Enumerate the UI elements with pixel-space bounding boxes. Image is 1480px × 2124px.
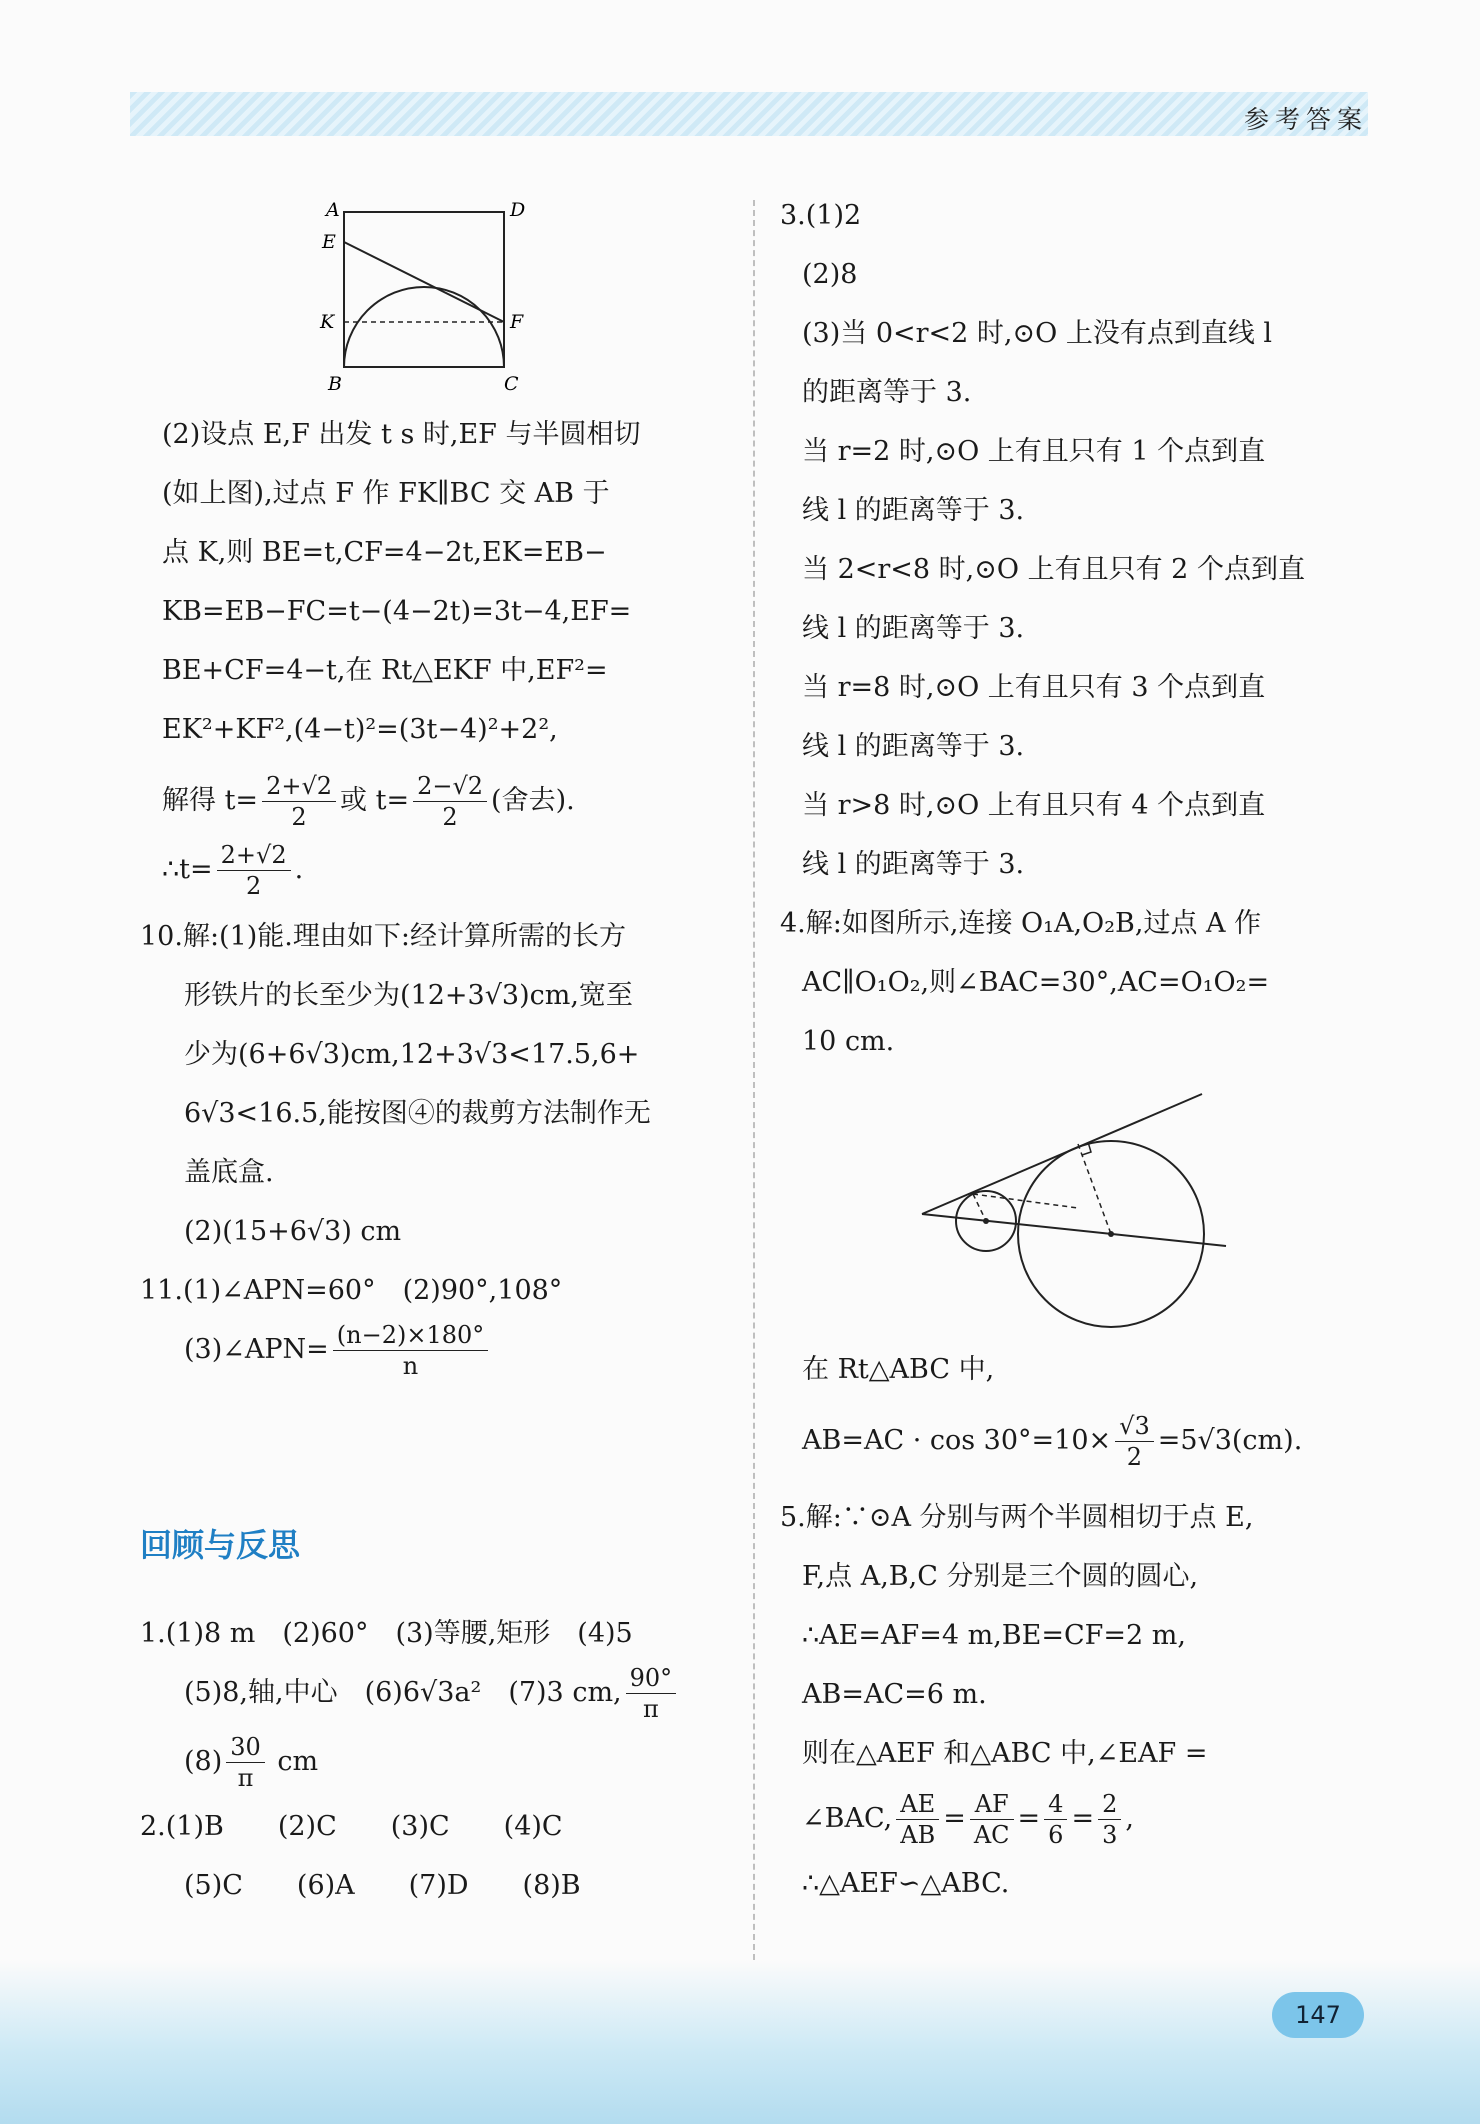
- q9-therefore-line: [140, 840, 730, 901]
- denominator: 2: [1126, 1443, 1143, 1471]
- header-title: 参考答案: [1243, 105, 1368, 134]
- denominator: 2: [291, 803, 307, 831]
- label-B: B: [328, 373, 342, 395]
- q11-line: 11.(1)∠APN=60° (2)90°,108°: [140, 1275, 563, 1306]
- r1-3-suffix: cm: [268, 1746, 319, 1777]
- q3-line: 线 l 的距离等于 3.: [802, 849, 1025, 880]
- numerator: 2+√2: [262, 771, 336, 802]
- q3-line: 线 l 的距离等于 3.: [802, 613, 1025, 644]
- q4-line: 10 cm.: [802, 1026, 895, 1057]
- q9-line: (2)设点 E,F 出发 t s 时,EF 与半圆相切: [162, 419, 641, 450]
- footer-band: [0, 1960, 1480, 2124]
- numerator: 4: [1044, 1789, 1067, 1820]
- r1-prefix: (5)8,轴,中心 (6)6√3a² (7)3 cm,: [184, 1677, 622, 1708]
- therefore-prefix: ∴t=: [162, 854, 213, 885]
- q3-line: 当 2<r<8 时,⊙O 上有且只有 2 个点到直: [802, 554, 1305, 585]
- numerator: 2−√2: [413, 771, 487, 802]
- fraction: [413, 771, 487, 832]
- q4-eq-prefix: AB=AC · cos 30°=10×: [802, 1425, 1112, 1456]
- denominator: n: [402, 1352, 419, 1380]
- left-column: [140, 405, 730, 1381]
- review-q1-line3: [140, 1732, 740, 1793]
- numerator: 2: [1098, 1789, 1121, 1820]
- label-A: A: [326, 199, 340, 221]
- fraction: [896, 1789, 939, 1850]
- q9-line: KB=EB−FC=t−(4−2t)=3t−4,EF=: [162, 596, 632, 627]
- header-band: [130, 92, 1368, 136]
- numerator: AE: [896, 1789, 939, 1820]
- fraction: [1098, 1789, 1121, 1850]
- q4-line: AC∥O₁O₂,则∠BAC=30°,AC=O₁O₂=: [802, 967, 1270, 998]
- q3-line: 当 r=2 时,⊙O 上有且只有 1 个点到直: [802, 436, 1266, 467]
- denominator: 6: [1048, 1821, 1064, 1849]
- q10-line: 6√3<16.5,能按图④的裁剪方法制作无: [184, 1098, 651, 1129]
- review-q2-line2: (5)C (6)A (7)D (8)B: [184, 1870, 581, 1901]
- solve-suffix: (舍去).: [491, 785, 575, 816]
- q3-line: 线 l 的距离等于 3.: [802, 495, 1025, 526]
- review-answers: [140, 1604, 740, 1915]
- label-C: C: [504, 373, 519, 395]
- q3-line: (2)8: [802, 259, 858, 290]
- fraction: [970, 1789, 1014, 1850]
- label-K: K: [320, 311, 335, 333]
- solve-mid: 或 t=: [340, 785, 410, 816]
- q3-line: 3.(1)2: [780, 200, 862, 231]
- q5-line: F,点 A,B,C 分别是三个圆的圆心,: [802, 1561, 1199, 1592]
- denominator: 2: [442, 803, 458, 831]
- numerator: 90°: [626, 1663, 677, 1694]
- q5-ratio-line: ∠BAC, $\frac{AE}{AB}$ = $\frac{AF}{AC}$ = $\frac{4}{6}$ = $\frac{2}{3}$ ,: [802, 1790, 1134, 1849]
- square-semicircle-figure: [318, 196, 538, 396]
- label-F: F: [510, 311, 524, 333]
- numerator: 30: [226, 1732, 265, 1763]
- label-D: D: [510, 199, 526, 221]
- solve-prefix: 解得 t=: [162, 785, 259, 816]
- section-title: 回顾与反思: [140, 1526, 301, 1564]
- q5-ratio-prefix: ∠BAC,: [802, 1803, 893, 1834]
- q3-line: (3)当 0<r<2 时,⊙O 上没有点到直线 l: [802, 318, 1273, 349]
- column-divider: [753, 200, 755, 1960]
- numerator: AF: [970, 1789, 1014, 1820]
- q10-line: 少为(6+6√3)cm,12+3√3<17.5,6+: [184, 1039, 640, 1070]
- fraction: [626, 1663, 677, 1724]
- right-column-lower: [780, 1340, 1380, 1913]
- denominator: 3: [1102, 1821, 1118, 1849]
- q9-line: BE+CF=4−t,在 Rt△EKF 中,EF²=: [162, 655, 608, 686]
- r1-3-prefix: (8): [184, 1746, 223, 1777]
- q9-line: (如上图),过点 F 作 FK∥BC 交 AB 于: [162, 478, 610, 509]
- q9-line: EK²+KF²,(4−t)²=(3t−4)²+2²,: [162, 714, 558, 745]
- page-number: 147: [1272, 1992, 1364, 2038]
- q10-line: 形铁片的长至少为(12+3√3)cm,宽至: [184, 980, 633, 1011]
- therefore-suffix: .: [294, 854, 304, 885]
- q3-line: 的距离等于 3.: [802, 377, 972, 408]
- q4-eq-line: [780, 1411, 1380, 1472]
- q3-line: 当 r>8 时,⊙O 上有且只有 4 个点到直: [802, 790, 1266, 821]
- q4-rt-line: 在 Rt△ABC 中,: [802, 1354, 995, 1385]
- numerator: 2+√2: [217, 840, 291, 871]
- fraction: [262, 771, 336, 832]
- fraction: [217, 840, 291, 901]
- q5-line: 则在△AEF 和△ABC 中,∠EAF =: [802, 1738, 1208, 1769]
- numerator: (n−2)×180°: [333, 1320, 488, 1351]
- q3-line: 当 r=8 时,⊙O 上有且只有 3 个点到直: [802, 672, 1266, 703]
- numerator: √3: [1115, 1411, 1154, 1442]
- q5-last-line: ∴△AEF∽△ABC.: [802, 1868, 1010, 1899]
- denominator: AC: [973, 1821, 1010, 1849]
- review-q1-line2: [140, 1663, 740, 1724]
- denominator: π: [643, 1695, 659, 1723]
- fraction: [333, 1320, 488, 1381]
- tangent-circles-figure: [910, 1082, 1230, 1332]
- denominator: 2: [245, 872, 262, 900]
- q5-line: AB=AC=6 m.: [802, 1679, 987, 1710]
- q9-solve-line: [140, 771, 730, 832]
- right-column: [780, 186, 1370, 1071]
- q4-eq-suffix: =5√3(cm).: [1157, 1425, 1303, 1456]
- label-E: E: [322, 231, 336, 253]
- q11-3-line: [140, 1320, 730, 1381]
- review-q2-line: 2.(1)B (2)C (3)C (4)C: [140, 1811, 563, 1842]
- q11-3-prefix: (3)∠APN=: [184, 1334, 329, 1365]
- q5-line: 5.解:∵⊙A 分别与两个半圆相切于点 E,: [780, 1502, 1254, 1533]
- q10-line: (2)(15+6√3) cm: [184, 1216, 402, 1247]
- review-q1-line: 1.(1)8 m (2)60° (3)等腰,矩形 (4)5: [140, 1618, 633, 1649]
- q5-line: ∴AE=AF=4 m,BE=CF=2 m,: [802, 1620, 1186, 1651]
- q9-line: 点 K,则 BE=t,CF=4−2t,EK=EB−: [162, 537, 607, 568]
- fraction: [1044, 1789, 1067, 1850]
- q10-line: 10.解:(1)能.理由如下:经计算所需的长方: [140, 921, 626, 952]
- fraction: [226, 1732, 265, 1793]
- q3-line: 线 l 的距离等于 3.: [802, 731, 1025, 762]
- fraction: [1115, 1411, 1154, 1472]
- q4-line: 4.解:如图所示,连接 O₁A,O₂B,过点 A 作: [780, 908, 1262, 939]
- denominator: π: [237, 1764, 254, 1792]
- denominator: AB: [900, 1821, 936, 1849]
- q10-line: 盖底盒.: [184, 1157, 274, 1188]
